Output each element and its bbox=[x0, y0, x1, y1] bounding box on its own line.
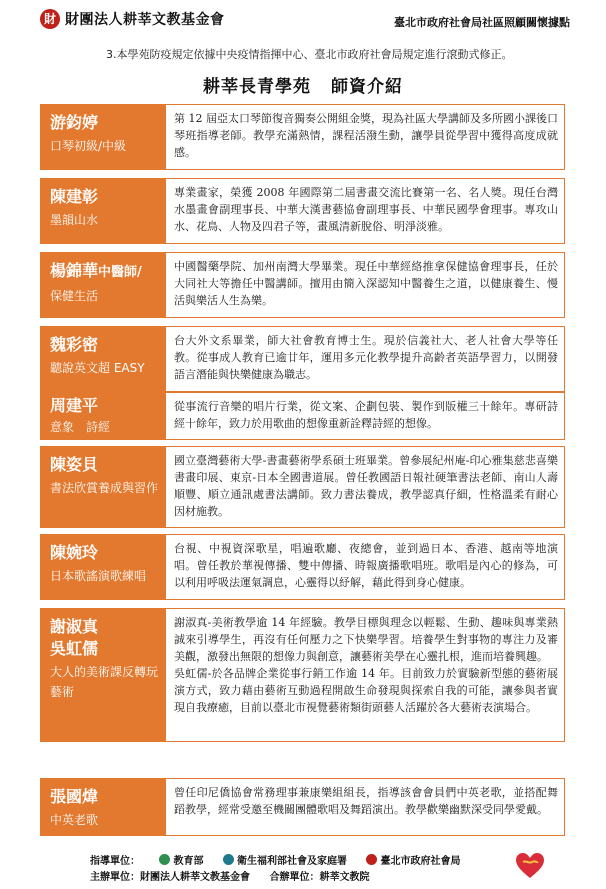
teacher-desc bbox=[166, 252, 565, 318]
teacher-card bbox=[40, 104, 565, 170]
teacher-card bbox=[40, 446, 565, 528]
teacher-label bbox=[40, 326, 166, 392]
teacher-label bbox=[40, 778, 166, 836]
teacher-course: 日本歌謠演歌練唱 bbox=[50, 569, 147, 583]
teacher-name: 陳婉玲 bbox=[50, 543, 99, 562]
title-main: 耕莘長青學苑 bbox=[203, 77, 311, 97]
teacher-title-suffix: 中醫師/ bbox=[98, 265, 142, 280]
teacher-course: 口琴初級/中級 bbox=[50, 139, 127, 153]
co-unit: 耕莘文教院 bbox=[319, 872, 370, 883]
notice-text: 3.本學苑防疫規定依據中央疫情指揮中心、臺北市政府社會局規定進行滾動式修正。 bbox=[106, 48, 513, 61]
org-logo-icon: 財 bbox=[40, 9, 60, 29]
teacher-label bbox=[40, 104, 166, 170]
teacher-desc-text: 第 12 屆亞太口琴節復音獨奏公開組金獎，現為社區大學講師及多所國小課後口琴班指導老師。教學充滿熱情，課程活潑生動，讓學員從學習中獲得高度成就感。 bbox=[174, 112, 558, 159]
teacher-card bbox=[40, 326, 565, 392]
teacher-course: 書法欣賞養成與習作 bbox=[50, 481, 159, 495]
teacher-desc bbox=[166, 104, 565, 170]
teacher-course: 中英老歌 bbox=[50, 813, 99, 827]
org-logo bbox=[40, 9, 225, 29]
teacher-desc bbox=[166, 608, 565, 742]
teacher-name: 魏彩密 bbox=[50, 335, 99, 354]
teacher-course: 墨韻山水 bbox=[50, 213, 99, 227]
teacher-name-main: 楊錦華 bbox=[50, 261, 99, 280]
page-title bbox=[0, 72, 606, 97]
teacher-course: 聽說英文超 EASY bbox=[50, 361, 145, 375]
teacher-name: 陳姿貝 bbox=[50, 455, 99, 474]
ministry-education-icon bbox=[159, 854, 170, 865]
teacher-desc-text: 從事流行音樂的唱片行業，從文案、企劃包裝、製作到版權三十餘年。專研詩經十餘年，致力於用歌曲的想像重新詮釋詩經的想像。 bbox=[174, 400, 558, 430]
teacher-label bbox=[40, 252, 166, 318]
mohw-icon bbox=[223, 854, 234, 865]
teacher-label bbox=[40, 608, 166, 742]
teacher-label bbox=[40, 178, 166, 244]
teacher-desc bbox=[166, 446, 565, 528]
teacher-name bbox=[50, 260, 160, 284]
co-label: 合辦單位： bbox=[269, 872, 320, 883]
teacher-card bbox=[40, 252, 565, 318]
teacher-name: 游鈞婷 bbox=[50, 113, 99, 132]
teacher-desc-text: 中國醫藥學院、加州南灣大學畢業。現任中華經絡推拿保健協會理事長，任於大同社大等擔任中醫講師。擅用由簡入深認知中醫養生之道，以健康養生、慢活與樂活人生為樂。 bbox=[174, 260, 558, 307]
teacher-name-2: 吳虹儒 bbox=[50, 639, 99, 658]
teacher-card bbox=[40, 178, 565, 244]
guide-unit-1: 教育部 bbox=[173, 856, 204, 867]
teacher-desc-text: 台大外文系畢業，師大社會教育博士生。現於信義社大、老人社會大學等任教。從事成人教育已逾廿年，運用多元化教學提升高齡者英語學習力，以開發語言潛能與快樂健康為職志。 bbox=[174, 334, 558, 381]
teacher-course: 意象 詩經 bbox=[50, 420, 111, 434]
teacher-name: 張國煒 bbox=[50, 787, 99, 806]
teacher-label bbox=[40, 534, 166, 600]
teacher-desc-text: 曾任印尼僑協會常務理事兼康樂組組長，指導該會會員們中英老歌，並搭配舞蹈教學，經常受邀至機關團體歌唱及舞蹈演出。教學歡樂幽默深受同學愛戴。 bbox=[174, 786, 558, 816]
teacher-name: 謝淑真 bbox=[50, 617, 99, 636]
guide-units-row bbox=[90, 852, 460, 867]
guide-label: 指導單位： bbox=[90, 856, 140, 867]
taipei-social-bureau-icon bbox=[366, 854, 377, 865]
heart-logo-icon bbox=[514, 850, 546, 882]
guide-unit-2: 衛生福利部社會及家庭署 bbox=[236, 856, 347, 867]
teacher-card bbox=[40, 778, 565, 836]
teacher-card bbox=[40, 392, 565, 440]
teacher-desc bbox=[166, 392, 565, 440]
teacher-course: 保健生活 bbox=[50, 289, 99, 303]
guide-unit-3: 臺北市政府社會局 bbox=[380, 856, 461, 867]
title-sub: 師資介紹 bbox=[331, 77, 403, 97]
teacher-card bbox=[40, 534, 565, 600]
teacher-desc bbox=[166, 778, 565, 836]
teacher-desc-text: 專業畫家，榮獲 2008 年國際第二屆書畫交流比賽第一名、名人獎。現任台灣水墨畫會副理事長、中華大漢書藝協會副理事長、中華民國學會理事。專攻山水、花鳥、人物及四君子等，畫風清新脫俗、明淨淡雅。 bbox=[174, 186, 558, 233]
teacher-desc-text: 台視、中視資深歌星，唱遍歌廳、夜總會，並到過日本、香港、越南等地演唱。曾任教於華視傳播、雙中傳播、時報廣播歌唱班。歌唱是內心的修為，可以利用呼吸法運氣調息，心靈得以紓解，藉此得到身心健康。 bbox=[174, 542, 558, 589]
host-units-row bbox=[90, 868, 369, 883]
teacher-desc bbox=[166, 534, 565, 600]
teacher-label bbox=[40, 392, 166, 440]
teacher-label bbox=[40, 446, 166, 528]
teacher-name: 周建平 bbox=[50, 396, 99, 415]
partner-label: 臺北市政府社會局社區照顧關懷據點 bbox=[394, 16, 570, 29]
teacher-desc-text: 謝淑真-美術教學逾 14 年經驗。教學目標與理念以輕鬆、生動、趣味與專業熱誠來引導學生，再沒有任何壓力之下快樂學習。培養學生對事物的專注力及審美觀，激發出無限的想像力與創意，讓藝術美學在心靈扎根，進而培養興趣。 bbox=[174, 616, 558, 663]
teacher-course: 大人的美術課反轉玩藝術 bbox=[50, 665, 159, 699]
org-name: 財團法人耕莘文教基金會 bbox=[65, 12, 225, 28]
teacher-desc-text-2: 吳虹儒-於各品牌企業從事行銷工作逾 14 年。目前致力於實驗新型態的藝術展演方式，致力藉由藝術互動過程開啟生命發現與探索自我的可能，讓參與者實現自我療癒，目前以臺北市視覺藝術類街頭藝人活躍於各大藝術表演場合。 bbox=[174, 667, 558, 714]
teacher-desc-text: 國立臺灣藝術大學-書畫藝術學系碩士班畢業。曾參展紀州庵-印心雅集慈悲喜樂書畫印展、東京-日本全國書道展。曾任教國語日報社硬筆書法老師、南山人壽順豐、順立通訊處書法講師。致力書法養成，教學認真仔細，性格溫柔有耐心因材施教。 bbox=[174, 454, 558, 518]
host-unit: 財團法人耕莘文教基金會 bbox=[140, 872, 250, 883]
teacher-desc bbox=[166, 178, 565, 244]
teacher-card bbox=[40, 608, 565, 742]
host-label: 主辦單位： bbox=[90, 872, 140, 883]
teacher-desc bbox=[166, 326, 565, 392]
teacher-name: 陳建彰 bbox=[50, 187, 99, 206]
page-header bbox=[0, 0, 606, 40]
